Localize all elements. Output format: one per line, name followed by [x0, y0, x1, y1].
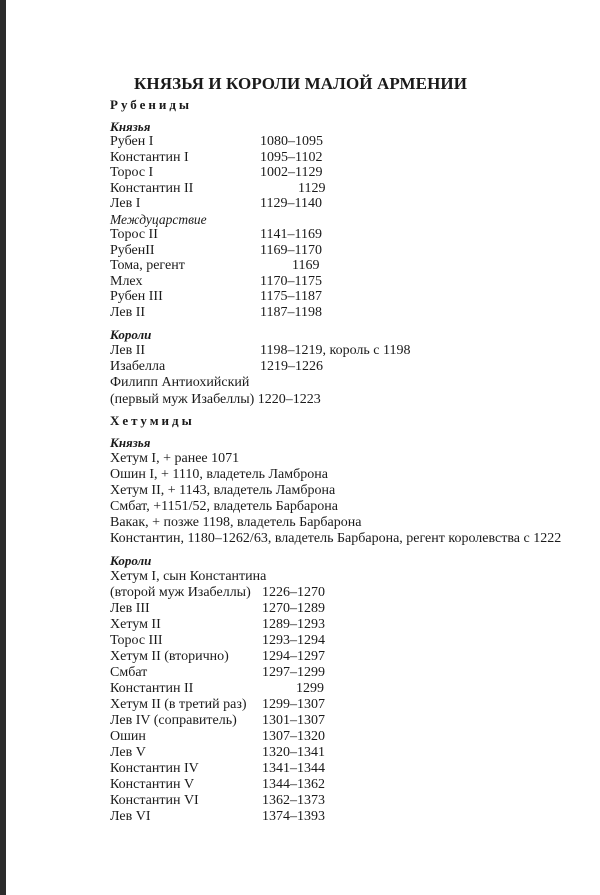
ruler-name: Константин V [110, 777, 195, 792]
ruler-years: 1293–1294 [262, 633, 325, 648]
ruler-name: Рубен III [110, 289, 163, 304]
dynasty-heading-hethumids: Хетумиды [110, 413, 195, 428]
ruler-years: 1344–1362 [262, 777, 325, 792]
ruler-name: Лев II [110, 343, 146, 358]
ruler-years: 1175–1187 [260, 289, 322, 304]
ruler-years: 1226–1270 [262, 585, 325, 600]
ruler-name: Лев I [110, 196, 141, 211]
ruler-years: 1169 [292, 258, 320, 273]
ruler-name: (второй муж Изабеллы) [110, 585, 251, 600]
ruler-name: Млех [110, 274, 143, 289]
ruler-name: Торос I [110, 165, 154, 180]
ruler-name: Хетум II [110, 617, 161, 632]
ruler-name: Константин VI [110, 793, 199, 808]
section-heading-princes: Князья [110, 435, 151, 450]
prince-line: Ошин I, + 1110, владетель Ламброна [110, 467, 328, 482]
page-edge-shadow [0, 0, 6, 895]
ruler-name: Лев II [110, 305, 146, 320]
ruler-name: Филипп Антиохийский [110, 375, 250, 390]
ruler-years: 1080–1095 [260, 134, 323, 149]
ruler-years: 1219–1226 [260, 359, 323, 374]
ruler-name: Константин II [110, 181, 194, 196]
ruler-years: 1362–1373 [262, 793, 325, 808]
ruler-name: Лев III [110, 601, 150, 616]
section-heading-princes: Князья [110, 119, 151, 134]
ruler-years: 1095–1102 [260, 150, 323, 165]
ruler-years: 1141–1169 [260, 227, 322, 242]
ruler-years: 1320–1341 [262, 745, 325, 760]
ruler-name: Ошин [110, 729, 146, 744]
ruler-name: Хетум II (в третий раз) [110, 697, 247, 712]
prince-line: Смбат, +1151/52, владетель Барбарона [110, 499, 338, 514]
prince-line: Константин, 1180–1262/63, владетель Барбарона, регент королевства с 1222 [110, 531, 562, 546]
ruler-years: 1129 [298, 181, 326, 196]
ruler-years: 1299–1307 [262, 697, 325, 712]
section-heading-kings: Короли [110, 553, 152, 568]
ruler-years: 1170–1175 [260, 274, 322, 289]
ruler-years: 1129–1140 [260, 196, 322, 211]
ruler-years: 1169–1170 [260, 243, 322, 258]
ruler-name: Торос III [110, 633, 163, 648]
ruler-name: Константин II [110, 681, 194, 696]
ruler-years: 1297–1299 [262, 665, 325, 680]
ruler-name: Изабелла [110, 359, 166, 374]
section-heading-kings: Короли [110, 327, 152, 342]
ruler-years: 1307–1320 [262, 729, 325, 744]
prince-line: Хетум I, + ранее 1071 [110, 451, 240, 466]
ruler-years: 1198–1219, король с 1198 [260, 343, 411, 358]
ruler-years: 1341–1344 [262, 761, 325, 776]
ruler-name: Тома, регент [110, 258, 185, 273]
page-title: КНЯЗЬЯ И КОРОЛИ МАЛОЙ АРМЕНИИ [134, 74, 468, 93]
ruler-name: Константин I [110, 150, 189, 165]
interregnum-label: Междуцарствие [110, 212, 207, 227]
ruler-name: Хетум I, сын Константина [110, 569, 267, 584]
ruler-years: 1294–1297 [262, 649, 325, 664]
ruler-name: Торос II [110, 227, 158, 242]
ruler-name: Рубен I [110, 134, 154, 149]
ruler-name: Константин IV [110, 761, 199, 776]
ruler-years: 1299 [296, 681, 324, 696]
prince-line: Вакак, + позже 1198, владетель Барбарона [110, 515, 362, 530]
ruler-years: 1270–1289 [262, 601, 325, 616]
ruler-years: 1301–1307 [262, 713, 325, 728]
ruler-years: 1187–1198 [260, 305, 322, 320]
ruler-name: Смбат [110, 665, 148, 680]
prince-line: Хетум II, + 1143, владетель Ламброна [110, 483, 336, 498]
ruler-name: Лев IV (соправитель) [110, 713, 237, 728]
ruler-name: Хетум II (вторично) [110, 649, 229, 664]
ruler-years: 1002–1129 [260, 165, 323, 180]
ruler-years: 1289–1293 [262, 617, 325, 632]
ruler-name: (первый муж Изабеллы) 1220–1223 [110, 392, 321, 407]
dynasty-heading-rubenids: Рубениды [110, 97, 193, 112]
ruler-name: Лев VI [110, 809, 151, 824]
ruler-name: РубенII [110, 243, 155, 258]
ruler-name: Лев V [110, 745, 146, 760]
ruler-years: 1374–1393 [262, 809, 325, 824]
